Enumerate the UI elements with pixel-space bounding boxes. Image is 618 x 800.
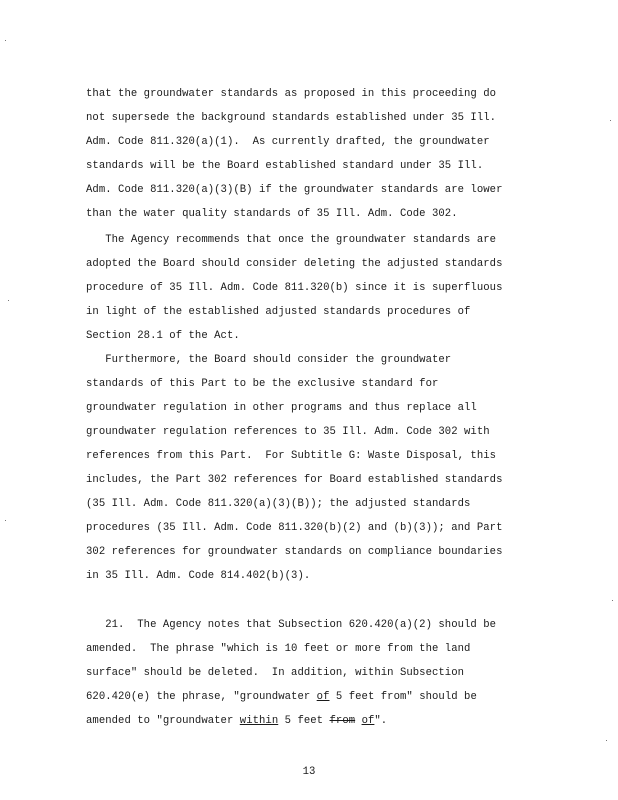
text-run: ".	[374, 715, 388, 727]
text-line: groundwater regulation references to 35 Ill. Adm. Code 302 with	[86, 426, 490, 438]
text-line: procedure of 35 Ill. Adm. Code 811.320(b) since it is superfluous	[86, 282, 503, 294]
text-line: standards of this Part to be the exclusive standard for	[86, 378, 439, 390]
struck-word: from	[329, 715, 356, 727]
text-line	[86, 690, 477, 704]
underlined-word: within	[239, 715, 279, 727]
text-run: 620.420(e) the phrase, "groundwater	[86, 691, 317, 703]
text-line	[86, 714, 387, 728]
text-run: amended to "groundwater	[86, 715, 240, 727]
page-number: 13	[302, 766, 316, 778]
text-line: than the water quality standards of 35 Ill. Adm. Code 302.	[86, 208, 458, 220]
scan-speck	[612, 600, 613, 601]
scan-speck	[606, 740, 607, 741]
text-line: 302 references for groundwater standards on compliance boundaries	[86, 546, 503, 558]
text-line: references from this Part. For Subtitle G: Waste Disposal, this	[86, 450, 497, 462]
text-line: in light of the established adjusted standards procedures of	[86, 306, 471, 318]
text-run: 5 feet from" should be	[329, 691, 477, 703]
text-line: not supersede the background standards established under 35 Ill.	[86, 112, 497, 124]
text-line: Section 28.1 of the Act.	[86, 330, 240, 342]
text-line: includes, the Part 302 references for Board established standards	[86, 474, 503, 486]
text-line: Furthermore, the Board should consider the groundwater	[86, 354, 452, 366]
text-line: procedures (35 Ill. Adm. Code 811.320(b)(2) and (b)(3)); and Part	[86, 522, 503, 534]
underlined-word: of	[316, 691, 330, 703]
text-line: amended. The phrase "which is 10 feet or more from the land	[86, 643, 471, 655]
scan-speck	[5, 40, 6, 41]
text-run: 5 feet	[278, 715, 330, 727]
text-line: surface" should be deleted. In addition, within Subsection	[86, 667, 465, 679]
text-line: in 35 Ill. Adm. Code 814.402(b)(3).	[86, 570, 311, 582]
text-line: standards will be the Board established standard under 35 Ill.	[86, 160, 484, 172]
text-line: that the groundwater standards as proposed in this proceeding do	[86, 88, 497, 100]
scan-speck	[5, 520, 6, 521]
text-line: Adm. Code 811.320(a)(1). As currently drafted, the groundwater	[86, 136, 490, 148]
text-line: Adm. Code 811.320(a)(3)(B) if the groundwater standards are lower	[86, 184, 503, 196]
text-line: adopted the Board should consider deleting the adjusted standards	[86, 258, 503, 270]
text-line: groundwater regulation in other programs and thus replace all	[86, 402, 477, 414]
text-line: (35 Ill. Adm. Code 811.320(a)(3)(B)); the adjusted standards	[86, 498, 471, 510]
text-line: 21. The Agency notes that Subsection 620.420(a)(2) should be	[86, 619, 497, 631]
text-line: The Agency recommends that once the groundwater standards are	[86, 234, 497, 246]
scan-speck	[610, 120, 611, 121]
underlined-word: of	[361, 715, 375, 727]
scan-speck	[8, 300, 9, 301]
